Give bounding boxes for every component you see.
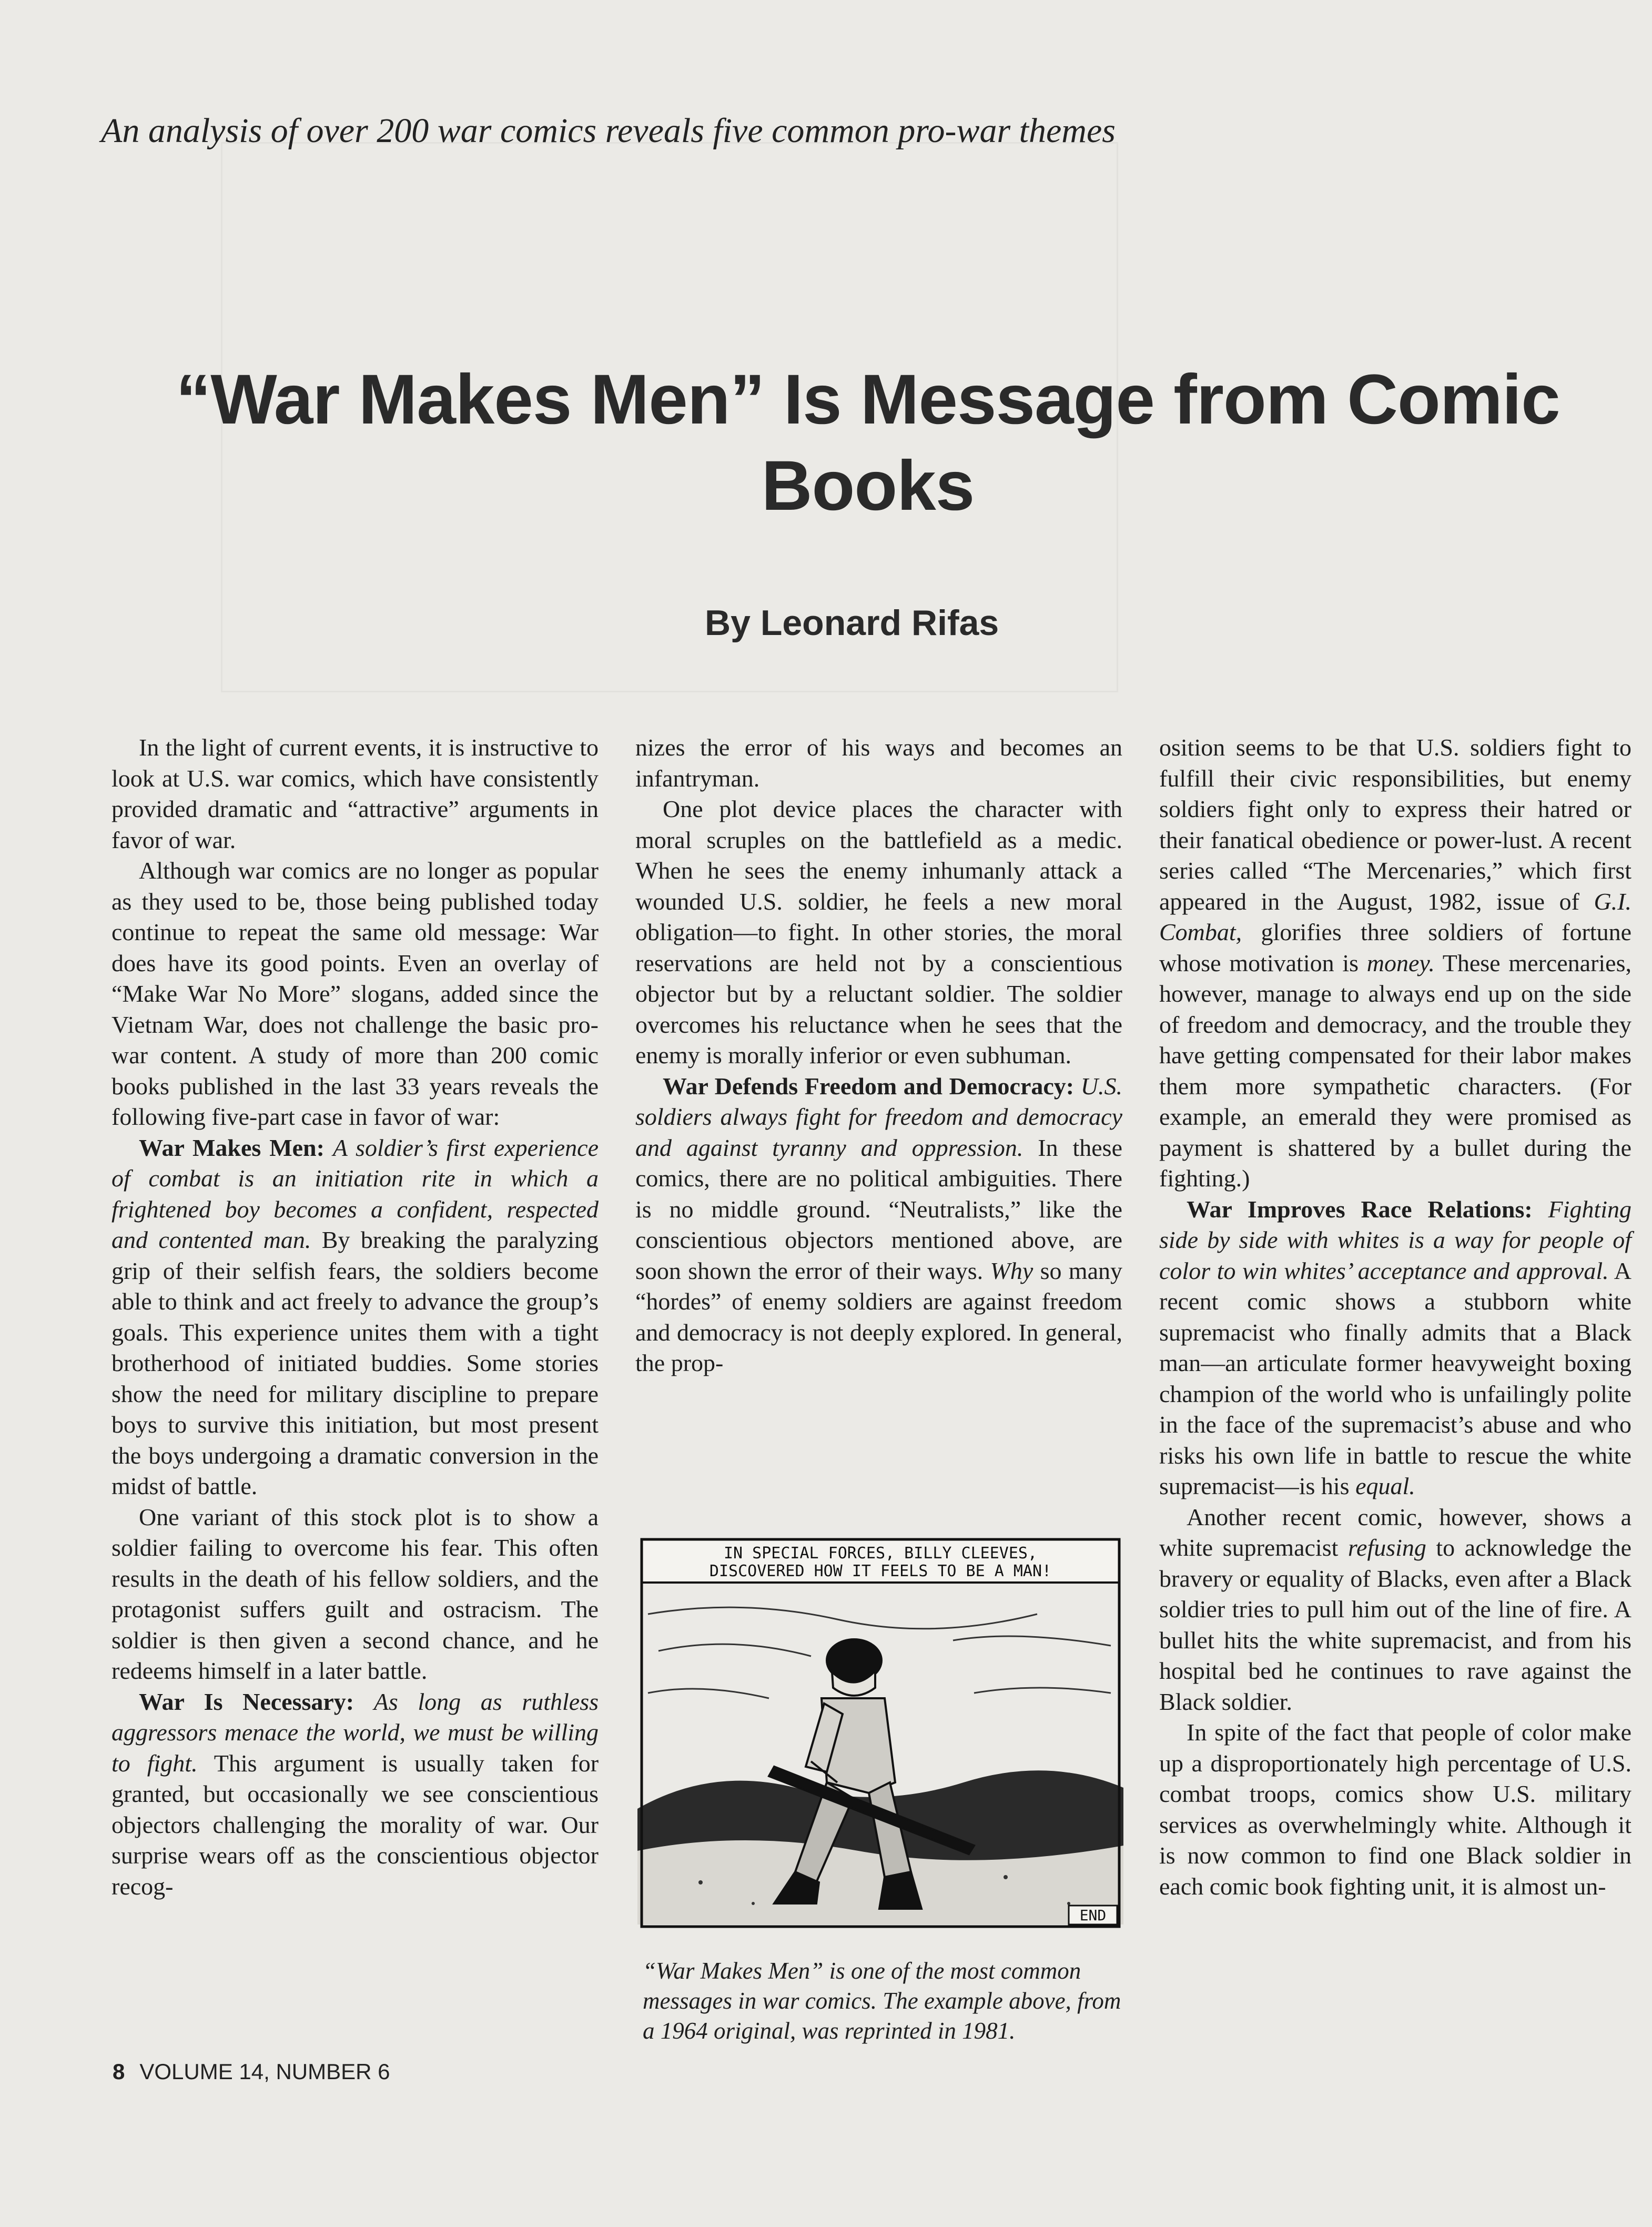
paragraph-text: to acknowledge the bravery or equality of Blacks, even after a Black soldier tries to pull him out of the line of fire. A bullet hits the white supremacist, and from his hospital bed he continues to rave against the Black soldier. — [1159, 1534, 1631, 1715]
article-byline: By Leonard Rifas — [705, 603, 999, 643]
article-headline: “War Makes Men” Is Message from Comic Books — [176, 360, 1560, 525]
paragraph — [1159, 732, 1631, 1194]
section-heading: War Defends Freedom and Democracy: — [663, 1072, 1075, 1100]
comic-panel-illustration — [637, 1535, 1123, 1956]
paragraph — [1159, 1194, 1631, 1502]
page-number: 8 — [113, 2059, 125, 2084]
panel-caption-line: DISCOVERED HOW IT FEELS TO BE A MAN! — [709, 1562, 1052, 1580]
text-column-2 — [635, 732, 1122, 1379]
illustration-caption: “War Makes Men” is one of the most common messages in war comics. The example above, from a 1964 original, was reprinted in 1981. — [643, 1958, 1121, 2044]
paragraph: In the light of current events, it is instructive to look at U.S. war comics, which have consistently provided dramatic and “attractive” arguments in favor of war. — [112, 734, 599, 853]
paragraph: nizes the error of his ways and becomes an infantryman. — [635, 734, 1122, 792]
section-heading: War Improves Race Relations: — [1187, 1195, 1533, 1223]
emphasis: money. — [1366, 949, 1435, 976]
panel-caption-line: IN SPECIAL FORCES, BILLY CLEEVES, — [723, 1544, 1038, 1563]
end-label: END — [1079, 1907, 1107, 1924]
text-column-3 — [1159, 732, 1631, 1902]
article-subtitle: An analysis of over 200 war comics reveals five common pro-war themes — [101, 112, 1116, 150]
paragraph-text: In these comics, there are no political ambiguities. There is no middle ground. “Neutralists,” like the conscientious objectors mentioned above, are soon shown the error of their ways. — [635, 1134, 1122, 1284]
paragraph-text: Another recent comic, however, shows a white supremacist — [1159, 1503, 1631, 1561]
paragraph — [1159, 1502, 1631, 1718]
section-heading: War Makes Men: — [139, 1134, 325, 1161]
paragraph-text: osition seems to be that U.S. soldiers fight to fulfill their civic responsibilities, but enemy soldiers fight only to express their hatred or their fanatical obedience or power-lust. A recent series called “The Mercenaries,” which first appeared in the August, 1982, issue of — [1159, 734, 1631, 915]
emphasis: equal. — [1355, 1473, 1415, 1499]
section-thesis: A soldier’s first experience of combat is an initiation rite in which a frightened boy becomes a confident, respected and contented man. — [112, 1134, 599, 1253]
paragraph-text: A recent comic shows a stubborn white supremacist who finally admits that a Black man—an articulate former heavyweight boxing champion of the world who is unfailingly polite in the face of the supremacist’s abuse and who risks his own life in battle to rescue the white supremacist—is his — [1159, 1257, 1631, 1499]
section-heading: War Is Necessary: — [139, 1688, 354, 1715]
section-thesis: As long as ruthless aggressors menace the world, we must be willing to fight. — [112, 1688, 599, 1777]
paragraph — [635, 1071, 1122, 1379]
paragraph — [112, 1133, 599, 1502]
paragraph: One plot device places the character with moral scruples on the battlefield as a medic. When he sees the enemy inhumanly attack a wounded U.S. soldier, he feels a new moral obligation—to fight. In other stories, the moral reservations are held not by a conscientious objector but by a reluctant soldier. The soldier overcomes his reluctance when he sees that the enemy is morally inferior or even subhuman. — [635, 795, 1122, 1069]
paragraph-text: glorifies three soldiers of fortune whose motivation is — [1159, 919, 1631, 976]
section-thesis: U.S. soldiers always fight for freedom and democracy and against tyranny and oppression. — [635, 1072, 1122, 1161]
paragraph — [112, 1687, 599, 1902]
paragraph-text: This argument is usually taken for granted, but occasionally we see conscientious objectors challenging the morality of war. Our surprise wears off as the conscientious objector recog- — [112, 1749, 599, 1900]
volume-label: VOLUME 14, NUMBER 6 — [139, 2059, 390, 2084]
paragraph: One variant of this stock plot is to show a soldier failing to overcome his fear. This often results in the death of his fellow soldiers, and the protagonist suffers guilt and ostracism. The soldier is then given a second chance, and he redeems himself in a later battle. — [112, 1503, 599, 1684]
emphasis: refusing — [1347, 1534, 1426, 1561]
publication-title: G.I. Combat, — [1159, 888, 1631, 945]
paragraph-text: By breaking the paralyzing grip of their selfish fears, the soldiers become able to think and act freely to advance the group’s goals. This experience unites them with a tight brotherhood of initiated buddies. Some stories show the need for military discipline to prepare boys to survive this initiation, but most present the boys undergoing a dramatic conversion in the midst of battle. — [112, 1226, 599, 1499]
paragraph-text: These mercenaries, however, manage to always end up on the side of freedom and democracy, and the trouble they have getting compensated for their labor makes them more sympathetic characters. (For example, an emerald they were promised as payment is shattered by a bullet during the fighting.) — [1159, 949, 1631, 1192]
emphasis: Why — [990, 1257, 1033, 1284]
text-column-1 — [112, 732, 599, 1902]
section-thesis: Fighting side by side with whites is a way for people of color to win whites’ acceptance and approval. — [1159, 1195, 1631, 1284]
paragraph: Although war comics are no longer as popular as they used to be, those being published today continue to repeat the same old message: War does have its good points. Even an overlay of “Make War No More” slogans, added since the Vietnam War, does not challenge the basic pro-war content. A study of more than 200 comic books published in the last 33 years reveals the following five-part case in favor of war: — [112, 857, 599, 1130]
page-footer — [113, 2058, 586, 2085]
paragraph: In spite of the fact that people of color make up a disproportionately high percentage of U.S. combat troops, comics show U.S. military services as overwhelmingly white. Although it is now common to find one Black soldier in each comic book fighting unit, it is almost un- — [1159, 1719, 1631, 1900]
paragraph-text: so many “hordes” of enemy soldiers are against freedom and democracy is not deeply explored. In general, the prop- — [635, 1257, 1122, 1376]
